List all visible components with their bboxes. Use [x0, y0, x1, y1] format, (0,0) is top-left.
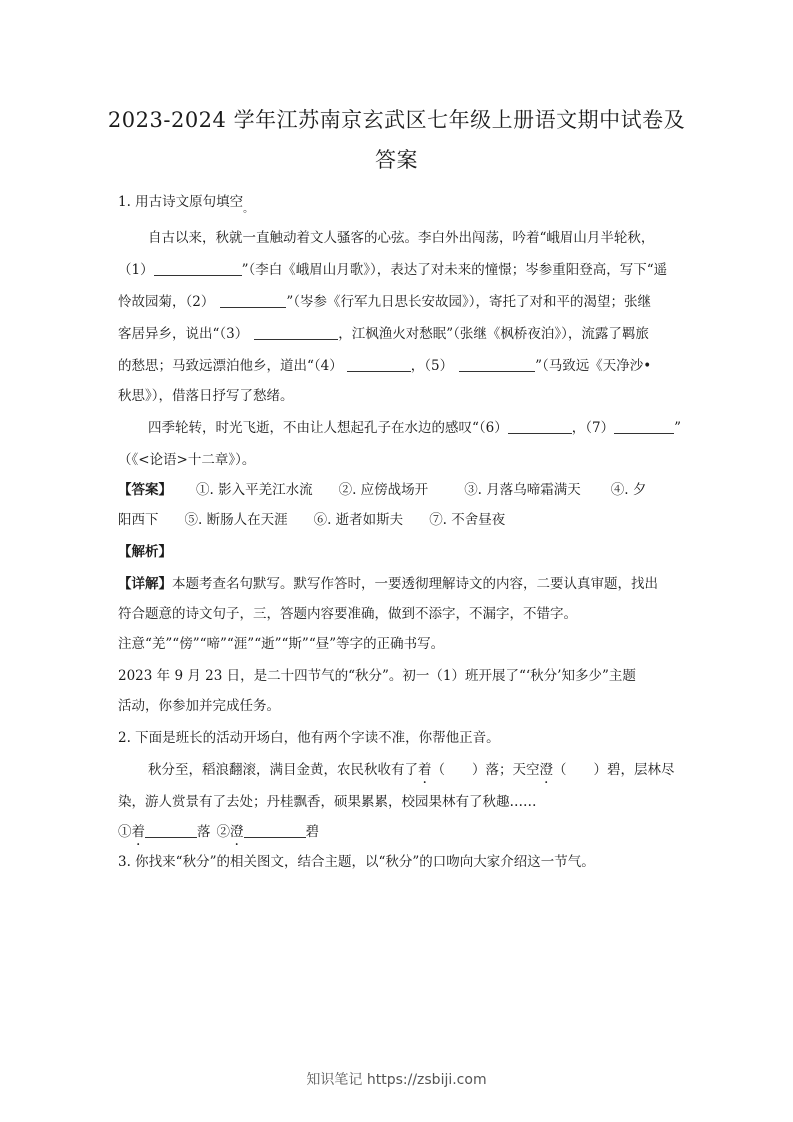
q1-paragraph-2-line-1: 四季轮转，时光飞逝，不由让人想起孔子在水边的感叹“（6） ，（7） ”	[148, 420, 681, 436]
q1-paragraph-1-line-3: 怜故园菊，（2） ”（岑参《行军九日思长安故园》），寄托了对和平的渴望；张继	[118, 294, 651, 310]
answer-blank-5[interactable]	[459, 357, 535, 372]
dotted-char-zhe: 着	[418, 762, 432, 778]
q1-paragraph-1-line-6: 秋思》），借落日抒写了愁绪。	[118, 388, 294, 404]
q1-paragraph-2-line-2: （《<论语>十二章》）。	[118, 452, 256, 468]
answer-blank-6[interactable]	[508, 419, 572, 434]
answer-blank-1[interactable]	[154, 261, 242, 276]
writing-note: 注意“羌”“傍”“啼”“涯”“逝”“斯”“昼”等字的正确书写。	[118, 636, 445, 652]
pinyin-blank-1[interactable]	[145, 823, 197, 838]
answer-item: ③. 月落乌啼霜满天	[464, 482, 581, 498]
question-2-heading: 2. 下面是班长的活动开场白，他有两个字读不准，你帮他正音。	[118, 730, 500, 746]
q1-paragraph-1-line-5: 的愁思；马致远漂泊他乡，道出“（4） ，（5） ”（马致远《天净沙•	[118, 358, 652, 374]
question-1-heading: 1. 用古诗文原句填空$_。$	[118, 194, 254, 215]
answer-item: ④. 夕	[610, 482, 647, 498]
question-3-heading: 3. 你找来“秋分”的相关图文，结合主题，以“秋分”的口吻向大家介绍这一节气。	[118, 854, 595, 870]
dotted-char-cheng: 澄	[539, 762, 553, 778]
detail-label: 【详解】	[118, 576, 172, 592]
answer-item: ⑦. 不舍昼夜	[429, 512, 506, 528]
analysis-label: 【解析】	[118, 544, 172, 560]
answer-line-2	[118, 510, 688, 530]
q2-passage-line-1: 秋分至，稻浪翻滚，满目金黄，农民秋收有了着（ ）落；天空澄（ ）碧，层林尽	[148, 762, 675, 778]
document-title-line-2: 答案	[375, 148, 418, 172]
detail-line-1: 【详解】本题考查名句默写。默写作答时，一要透彻理解诗文的内容，二要认真审题，找出	[118, 576, 658, 592]
answer-item: ②. 应傍战场开	[338, 482, 429, 498]
detail-line-2: 符合题意的诗文句子，三，答题内容要准确，做到不添字，不漏字，不错字。	[118, 606, 577, 622]
document-title-line-1: 2023-2024 学年江苏南京玄武区七年级上册语文期中试卷及	[107, 108, 686, 132]
answer-blank-7[interactable]	[614, 419, 674, 434]
answer-blank-3[interactable]	[254, 325, 338, 340]
dotted-char-zhe: 着	[131, 824, 145, 840]
footer-watermark: 知识笔记 https://zsbiji.com	[306, 1072, 487, 1088]
answer-item: 阳西下	[118, 512, 159, 528]
q1-paragraph-1-line-1: 自古以来，秋就一直触动着文人骚客的心弦。李白外出闯荡，吟着“峨眉山月半轮秋，	[148, 230, 655, 246]
answer-blank-2[interactable]	[220, 293, 286, 308]
q2-fill-line: ①着 落 ②澄 碧	[118, 824, 319, 840]
answer-item: ⑤. 断肠人在天涯	[184, 512, 288, 528]
q1-paragraph-1-line-2: （1） ”（李白《峨眉山月歌》），表达了对未来的憧憬；岑参重阳登高，写下“遥	[118, 262, 668, 278]
answer-item: ⑥. 逝者如斯夫	[313, 512, 404, 528]
activity-intro-line-1: 2023 年 9 月 23 日，是二十四节气的“秋分”。初一（1）班开展了“‘秋分’知多少”主题	[118, 668, 636, 684]
q1-paragraph-1-line-4: 客居异乡，说出“（3） ，江枫渔火对愁眠”（张继《枫桥夜泊》），流露了羁旅	[118, 326, 649, 342]
activity-intro-line-2: 活动，你参加并完成任务。	[118, 698, 280, 714]
pinyin-blank-2[interactable]	[244, 823, 306, 838]
answer-item: ①. 影入平羌江水流	[196, 482, 313, 498]
dotted-char-cheng: 澄	[230, 824, 244, 840]
answer-label: 【答案】	[118, 482, 172, 498]
answer-line-1	[118, 480, 688, 500]
q2-passage-line-2: 染，游人赏景有了去处；丹桂飘香，硕果累累，校园果林有了秋趣……	[118, 794, 537, 810]
answer-blank-4[interactable]	[347, 357, 411, 372]
